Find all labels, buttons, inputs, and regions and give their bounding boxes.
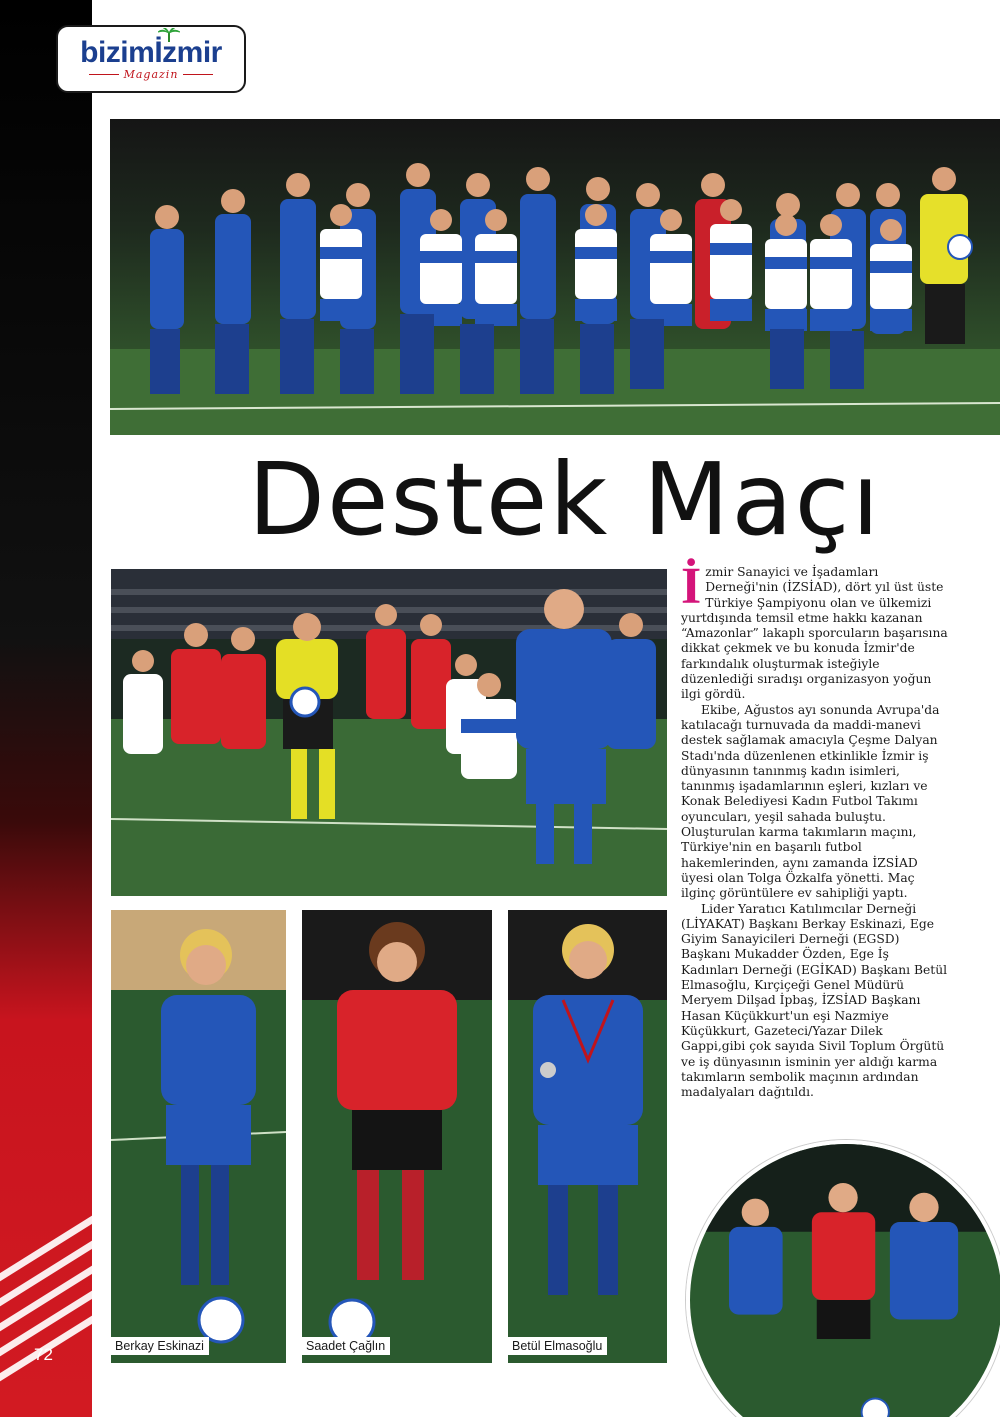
article-headline: Destek Maçı: [248, 441, 882, 558]
paragraph-text: zmir Sanayici ve İşadamları Derneği'nin (İZSİAD), dört yıl üst üste Türkiye Şampiyonu olan ve ülkemizi yurtdışında temsil etme hakkı kazanan “Amazonlar” lakaplı sporcuların başarısına dikkat çekmek ve bu konuda İzmir'de farkındalık oluşturmak isteğiyle düzenlediği sıradışı organizasyon yoğun ilgi gördü.: [681, 565, 948, 702]
logo-wordmark: [80, 35, 222, 69]
portrait-photo-2: [302, 910, 492, 1363]
article-paragraph: [681, 558, 949, 703]
match-action-photo: [686, 1140, 1000, 1417]
article-body: [681, 558, 949, 1100]
article-paragraph: Lider Yaratıcı Katılımcılar Derneği (LİYAKAT) Başkanı Berkay Eskinazi, Ege Giyim Sanayicileri Derneği (EGSD) Başkanı Mukadder Özden, Ege İş Kadınları Derneği (EGİKAD) Başkanı Betül Elmasoğlu, Kırçiçeği Genel Müdürü Meryem Dilşad İpbaş, İZSİAD Başkanı Hasan Küçükkurt'un eşi Nazmiye Küçükkurt, Gazeteci/Yazar Dilek Gappi,gibi çok sayıda Sivil Toplum Örgütü ve iş dünyasının isminin yer aldığı karma takımların sembolik maçının ardından madalyaları dağıtıldı.: [681, 901, 948, 1100]
logo-subtitle: Magazin: [84, 68, 219, 81]
logo-brand-part1: bizim: [80, 35, 155, 69]
referee-lineup-photo: [111, 569, 667, 896]
photo-caption: Berkay Eskinazi: [111, 1337, 209, 1355]
article-paragraph: Ekibe, Ağustos ayı sonunda Avrupa'da katılacağı turnuvada da maddi-manevi destek sağlamak amacıyla Çeşme Dalyan Stadı'nda düzenlenen etkinlikle İzmir iş dünyasının tanınmış kadın isimleri, tanınmış işadamlarının eşleri, kızları ve Konak Belediyesi Kadın Futbol Takımı oyuncuları, yeşil sahada buluştu. Oluşturulan karma takımların maçını, Türkiye'nin en başarılı futbol hakemlerinden, aynı zamanda İZSİAD üyesi olan Tolga Özkalfa yönetti. Maç ilginç görüntülere ev sahipliği yaptı.: [681, 702, 940, 901]
magazine-logo: [56, 25, 246, 93]
palm-tree-icon: [158, 28, 180, 42]
group-photo: [110, 119, 1000, 435]
photo-caption: Saadet Çağlın: [302, 1337, 390, 1355]
drop-cap: İ: [681, 558, 702, 615]
portrait-photo-1: [111, 910, 286, 1363]
side-decor-strip: [0, 0, 92, 1417]
portrait-photo-3: [508, 910, 667, 1363]
photo-caption: Betül Elmasoğlu: [508, 1337, 607, 1355]
page-number: 72: [34, 1345, 53, 1364]
logo-brand-part2: İzmir: [154, 35, 222, 69]
